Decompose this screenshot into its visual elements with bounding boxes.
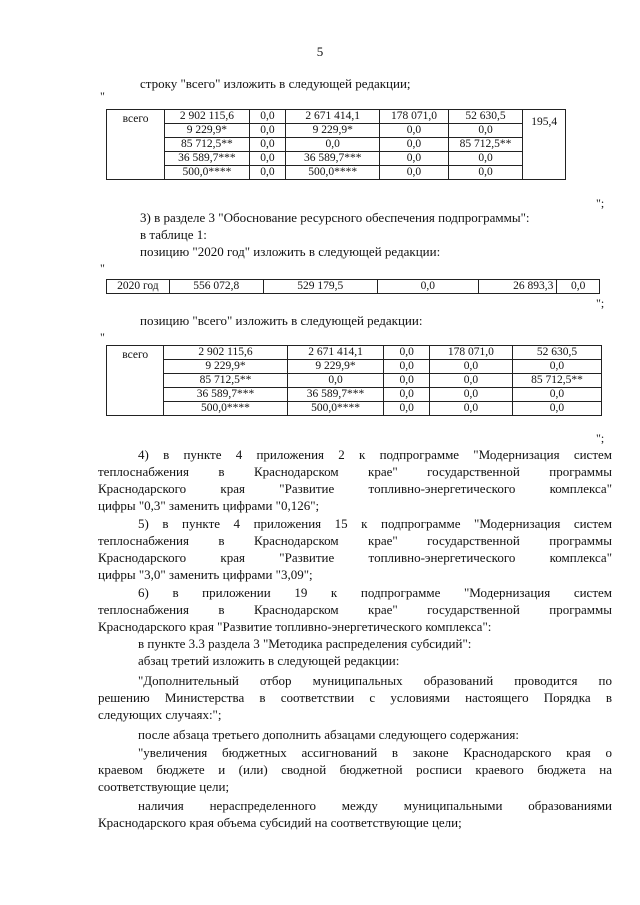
table-cell: 0,0 (380, 152, 449, 166)
paragraph-5 (98, 515, 612, 583)
table-cell: 0,0 (384, 346, 429, 360)
paragraph-line: "Дополнительный отбор муниципальных образований проводится по (138, 673, 612, 688)
paragraph-6 (98, 584, 612, 669)
table-cell: 0,0 (512, 388, 601, 402)
table-cell: 0,0 (249, 138, 286, 152)
paragraph-line: теплоснабжения в Краснодарском крае" государственной программы (98, 602, 612, 617)
paragraph-line: теплоснабжения в Краснодарском крае" государственной программы (98, 533, 612, 548)
table-cell: 0,0 (380, 166, 449, 180)
table-cell: 0,0 (512, 402, 601, 416)
table-total-2 (106, 345, 602, 416)
table-cell: 0,0 (380, 138, 449, 152)
paragraph-line: цифры "0,3" заменить цифрами "0,126"; (98, 498, 320, 513)
table-cell: 0,0 (287, 374, 384, 388)
table-cell: 0,0 (448, 166, 523, 180)
item3-line2: в таблице 1: (140, 227, 207, 242)
table-cell: 85 712,5** (448, 138, 523, 152)
table-cell: 2 671 414,1 (286, 110, 380, 124)
table-cell: 0,0 (429, 402, 512, 416)
paragraph-line: абзац третий изложить в следующей редакции: (138, 653, 400, 668)
paragraph-line: наличия нераспределенного между муниципальными образованиями (138, 798, 612, 813)
table-cell: 0,0 (429, 374, 512, 388)
table-row (107, 402, 602, 416)
table-cell: 0,0 (448, 124, 523, 138)
table-cell: 178 071,0 (380, 110, 449, 124)
table-cell: 26 893,3 (479, 280, 557, 294)
table-2020 (106, 279, 600, 294)
table-cell: 500,0**** (164, 402, 287, 416)
table-row (107, 346, 602, 360)
table-cell: 9 229,9* (287, 360, 384, 374)
paragraph-line: Краснодарского края объема субсидий на соответствующие цели; (98, 815, 462, 830)
table-cell: 0,0 (448, 152, 523, 166)
table-row (107, 124, 566, 138)
paragraph-line: Краснодарского края "Развитие топливно-энергетического комплекса" (98, 481, 612, 496)
table-cell: 52 630,5 (448, 110, 523, 124)
paragraph-line: "увеличения бюджетных ассигнований в законе Краснодарского края о (138, 745, 612, 760)
paragraph-10 (98, 797, 612, 831)
table-cell: 0,0 (249, 166, 286, 180)
table-cell: 500,0**** (165, 166, 249, 180)
table-cell: 556 072,8 (169, 280, 263, 294)
paragraph-7 (98, 672, 612, 723)
table-cell: 0,0 (249, 110, 286, 124)
table-cell: 9 229,9* (165, 124, 249, 138)
table-cell: 85 712,5** (512, 374, 601, 388)
close-quote-3: "; (596, 431, 605, 445)
table-row (107, 138, 566, 152)
table-cell: 0,0 (384, 402, 429, 416)
table-row (107, 388, 602, 402)
table-cell: 195,4 (523, 110, 566, 180)
page-number: 5 (316, 44, 324, 59)
table-cell: 2 902 115,6 (164, 346, 287, 360)
table-cell: 85 712,5** (164, 374, 287, 388)
paragraph-line: 4) в пункте 4 приложения 2 к подпрограмме "Модернизация систем (138, 447, 612, 462)
paragraph-8 (98, 726, 612, 743)
paragraph-line: следующих случаях:"; (98, 707, 222, 722)
table-cell: 0,0 (429, 360, 512, 374)
table-label-cell: всего (107, 346, 164, 416)
table-cell: 0,0 (384, 374, 429, 388)
table-cell: 0,0 (249, 152, 286, 166)
table-cell: 500,0**** (287, 402, 384, 416)
paragraph-line: теплоснабжения в Краснодарском крае" государственной программы (98, 464, 612, 479)
close-quote-1: "; (596, 196, 605, 210)
table-cell: 9 229,9* (164, 360, 287, 374)
table-cell: 500,0**** (286, 166, 380, 180)
table-row (107, 152, 566, 166)
table-cell: 0,0 (286, 138, 380, 152)
table-cell: 36 589,7*** (164, 388, 287, 402)
open-quote-1: " (100, 89, 105, 103)
table-cell: 0,0 (384, 388, 429, 402)
paragraph-line: после абзаца третьего дополнить абзацами следующего содержания: (138, 727, 519, 742)
table-cell: 178 071,0 (429, 346, 512, 360)
table-total-1 (106, 109, 566, 180)
close-quote-2: "; (596, 296, 605, 310)
intro-text-3: позицию "всего" изложить в следующей редакции: (140, 313, 423, 328)
paragraph-line: 6) в приложении 19 к подпрограмме "Модернизация систем (138, 585, 612, 600)
intro-text-1: строку "всего" изложить в следующей редакции; (140, 76, 411, 91)
table-cell: 0,0 (557, 280, 600, 294)
table-cell: 85 712,5** (165, 138, 249, 152)
table-row (107, 374, 602, 388)
paragraph-line: цифры "3,0" заменить цифрами "3,09"; (98, 567, 313, 582)
table-cell: 529 179,5 (263, 280, 377, 294)
open-quote-3: " (100, 330, 105, 344)
table-cell: 9 229,9* (286, 124, 380, 138)
table-cell: 0,0 (429, 388, 512, 402)
table-cell: 0,0 (384, 360, 429, 374)
paragraph-line: краевом бюджете и (или) сводной бюджетной росписи краевого бюджета на (98, 762, 612, 777)
paragraph-line: соответствующие цели; (98, 779, 230, 794)
paragraph-line: Краснодарского края "Развитие топливно-энергетического комплекса": (98, 619, 492, 634)
table-cell: 2 902 115,6 (165, 110, 249, 124)
table-row (107, 280, 600, 294)
item3-line3: позицию "2020 год" изложить в следующей редакции: (140, 244, 441, 259)
open-quote-2: " (100, 261, 105, 275)
table-cell: 52 630,5 (512, 346, 601, 360)
table-row (107, 166, 566, 180)
table-cell: 0,0 (377, 280, 478, 294)
table-cell: 36 589,7*** (287, 388, 384, 402)
table-row (107, 110, 566, 124)
table-cell: 0,0 (512, 360, 601, 374)
paragraph-9 (98, 744, 612, 795)
table-label-cell: всего (107, 110, 165, 180)
table-row (107, 360, 602, 374)
paragraph-line: Краснодарского края "Развитие топливно-энергетического комплекса" (98, 550, 612, 565)
paragraph-line: решению Министерства в соответствии с условиями настоящего Порядка в (98, 690, 612, 705)
table-cell: 36 589,7*** (165, 152, 249, 166)
table-cell: 36 589,7*** (286, 152, 380, 166)
table-cell: 2 671 414,1 (287, 346, 384, 360)
paragraph-line: в пункте 3.3 раздела 3 "Методика распределения субсидий": (138, 636, 472, 651)
item3-line1: 3) в разделе 3 "Обоснование ресурсного обеспечения подпрограммы": (140, 210, 530, 225)
table-cell: 0,0 (249, 124, 286, 138)
paragraph-4 (98, 446, 612, 514)
paragraph-line: 5) в пункте 4 приложения 15 к подпрограмме "Модернизация систем (138, 516, 612, 531)
table-cell: 2020 год (107, 280, 170, 294)
table-cell: 0,0 (380, 124, 449, 138)
